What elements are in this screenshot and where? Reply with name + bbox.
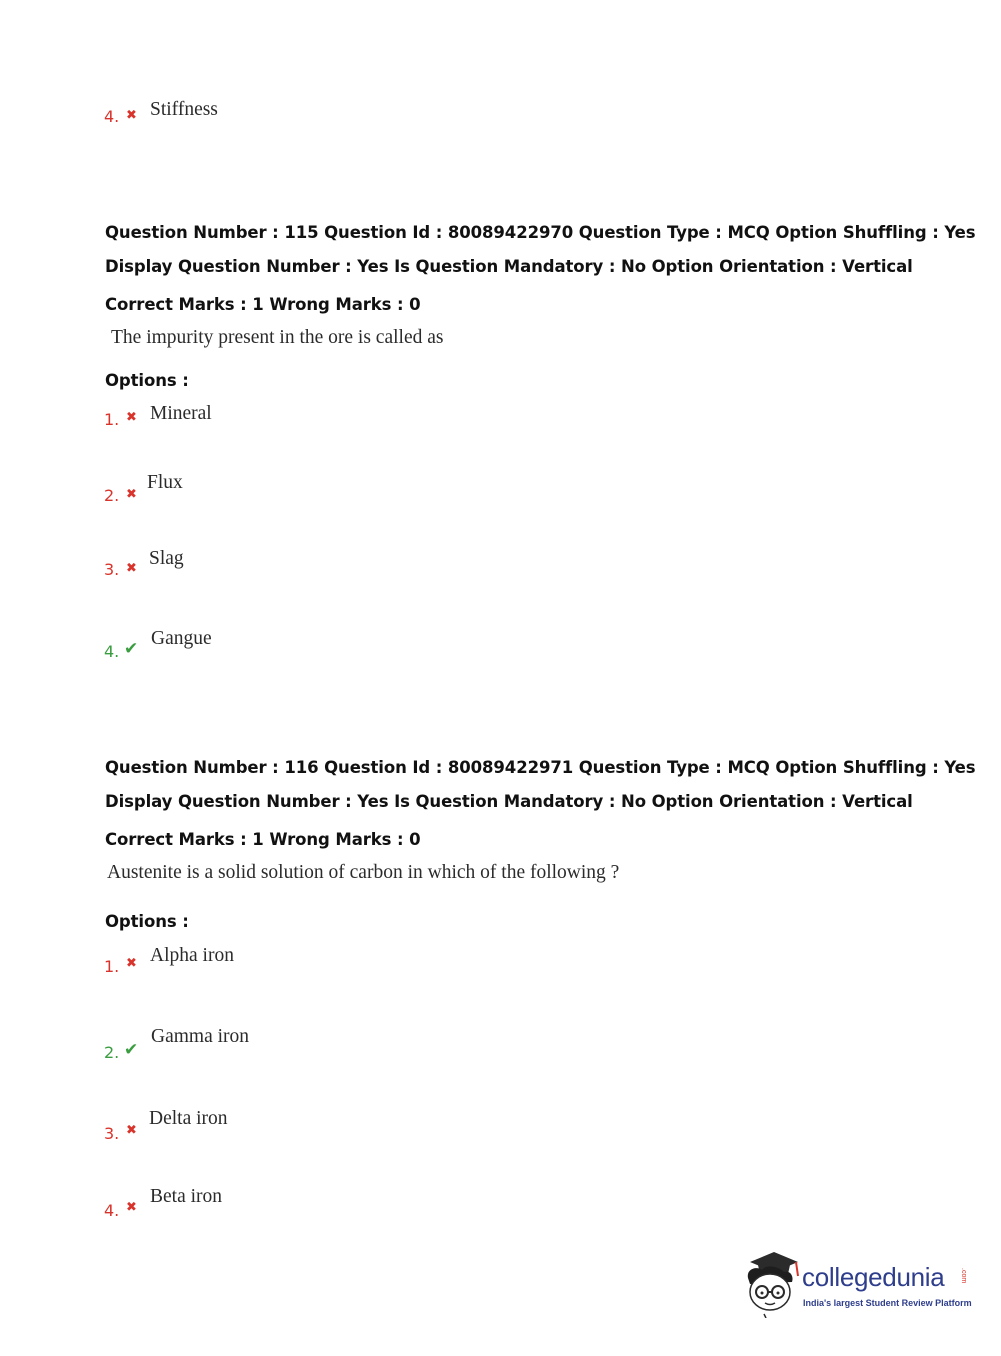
option-number: 4. [104, 107, 120, 126]
question-marks: Correct Marks : 1 Wrong Marks : 0 [105, 830, 421, 849]
option-number: 2. [104, 1043, 120, 1062]
option-text: Alpha iron [150, 945, 234, 966]
option-number: 4. [104, 642, 120, 661]
cross-icon: ✖ [126, 1123, 137, 1138]
cross-icon: ✖ [126, 956, 137, 971]
question-marks: Correct Marks : 1 Wrong Marks : 0 [105, 295, 421, 314]
option-number: 2. [104, 486, 120, 505]
question-text: Austenite is a solid solution of carbon in which of the following ? [107, 862, 620, 883]
options-label: Options : [105, 912, 189, 931]
option-text: Delta iron [149, 1108, 228, 1129]
question-meta-line2: Display Question Number : Yes Is Question Mandatory : No Option Orientation : Vertical [105, 792, 913, 811]
collegedunia-logo [740, 1248, 972, 1318]
option-number: 3. [104, 1124, 120, 1143]
option-text: Mineral [150, 403, 212, 424]
option-number: 3. [104, 560, 120, 579]
option-text: Gamma iron [151, 1026, 250, 1047]
logo-name: collegedunia [802, 1262, 945, 1292]
logo-tagline: India's largest Student Review Platform [803, 1298, 972, 1308]
check-icon: ✔ [124, 639, 139, 659]
mascot-icon [740, 1248, 802, 1318]
option-number: 4. [104, 1201, 120, 1220]
option-text: Slag [149, 548, 184, 569]
cross-icon: ✖ [126, 1200, 137, 1215]
question-meta-line2: Display Question Number : Yes Is Question Mandatory : No Option Orientation : Vertical [105, 257, 913, 276]
option-text: Stiffness [150, 99, 218, 120]
cross-icon: ✖ [126, 487, 137, 502]
cross-icon: ✖ [126, 561, 137, 576]
cross-icon: ✖ [126, 410, 137, 425]
option-number: 1. [104, 410, 120, 429]
option-text: Flux [147, 472, 183, 493]
logo-suffix: .com [960, 1268, 967, 1284]
cross-icon: ✖ [126, 108, 137, 123]
option-text: Beta iron [150, 1186, 223, 1207]
option-number: 1. [104, 957, 120, 976]
question-meta-line1: Question Number : 116 Question Id : 80089422971 Question Type : MCQ Option Shuffling : Yes [105, 758, 976, 777]
option-text: Gangue [151, 628, 212, 649]
question-meta-line1: Question Number : 115 Question Id : 80089422970 Question Type : MCQ Option Shuffling : Yes [105, 223, 976, 242]
check-icon: ✔ [124, 1040, 139, 1060]
options-label: Options : [105, 371, 189, 390]
question-text: The impurity present in the ore is called as [111, 327, 444, 348]
